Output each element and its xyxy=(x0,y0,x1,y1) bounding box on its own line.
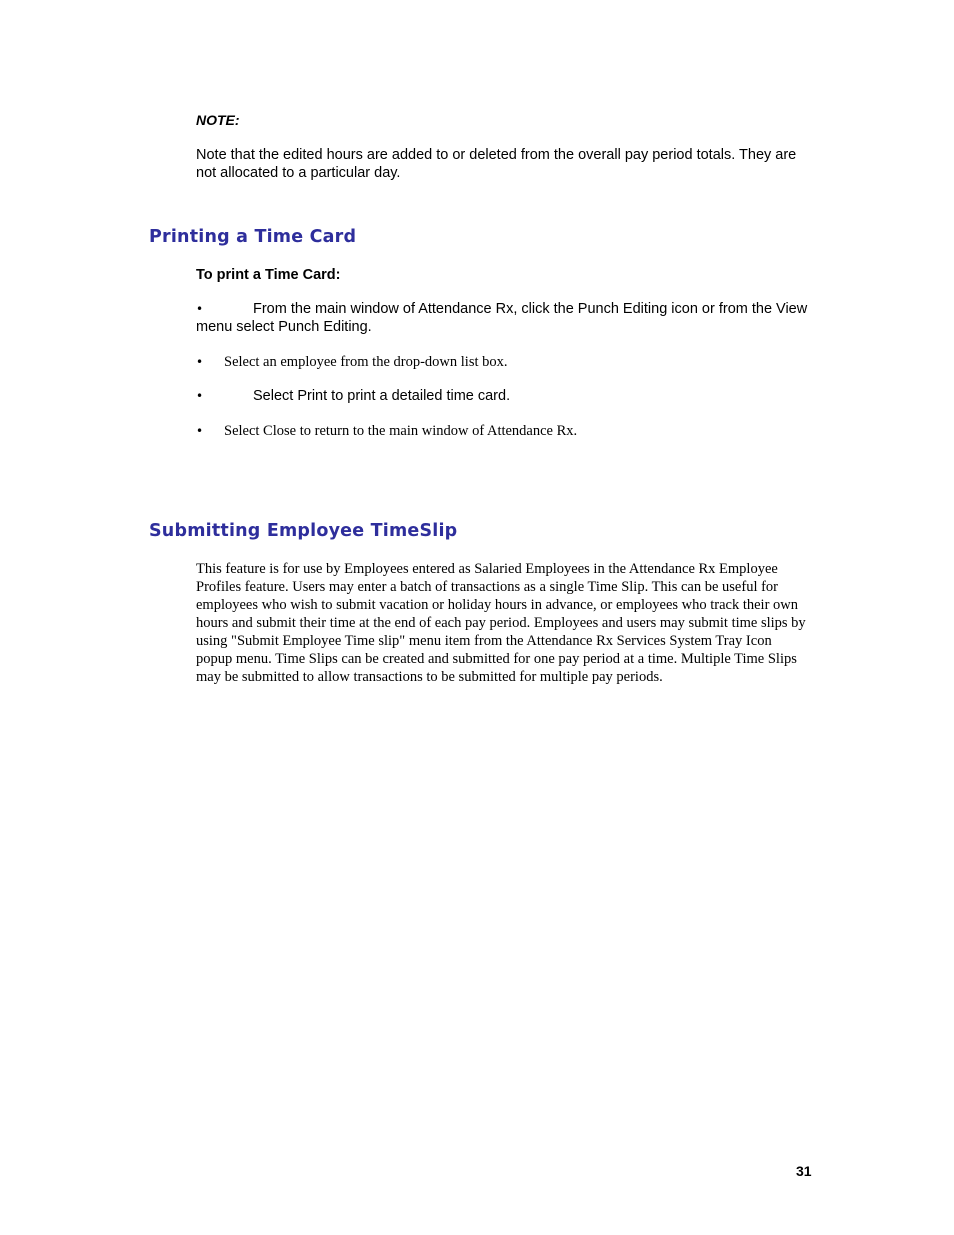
list-item-step-1 xyxy=(196,300,821,336)
step-text: Select Close to return to the main window of Attendance Rx. xyxy=(224,423,578,439)
step-text: Select an employee from the drop-down list box. xyxy=(224,354,508,370)
page-number: 31 xyxy=(796,1163,812,1179)
timeslip-paragraph: This feature is for use by Employees entered as Salaried Employees in the Attendance Rx Employee Profiles feature. Users may enter a batch of transactions as a single Time Slip. This can be useful for employees who wish to submit vacation or holiday hours in advance, or employees who track their own hours and submit their time at the end of each pay period. Employees and users may submit time slips by using "Submit Employee Time slip" menu item from the Attendance Rx Services System Tray Icon popup menu. Time Slips can be created and submitted for one pay period at a time. Multiple Time Slips may be submitted to allow transactions to be submitted for multiple pay periods. xyxy=(196,561,806,685)
note-text: Note that the edited hours are added to or deleted from the overall pay period totals. They are not allocated to a particular day. xyxy=(196,147,797,181)
step-text: From the main window of Attendance Rx, click the Punch Editing icon or from the View menu select Punch Editing. xyxy=(196,301,808,335)
list-item-step-3 xyxy=(196,387,821,405)
list-item-step-4 xyxy=(196,422,821,440)
bullet-icon: • xyxy=(196,302,204,316)
bullet-icon: • xyxy=(196,355,204,369)
bullet-icon: • xyxy=(196,424,204,438)
section-heading-timeslip: Submitting Employee TimeSlip xyxy=(149,521,458,541)
section-heading-printing: Printing a Time Card xyxy=(149,227,357,247)
list-item-step-2 xyxy=(196,353,821,371)
printing-subheading: To print a Time Card: xyxy=(196,267,341,283)
bullet-icon: • xyxy=(196,389,204,403)
note-label: NOTE: xyxy=(196,112,240,128)
step-text: Select Print to print a detailed time card. xyxy=(253,388,511,404)
